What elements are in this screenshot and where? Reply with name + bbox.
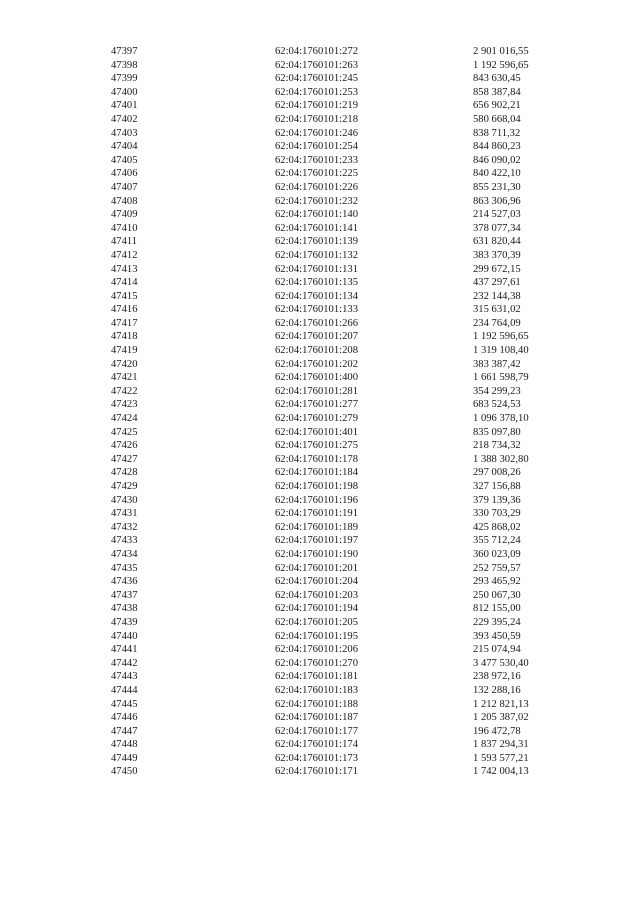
cadastral-number: 62:04:1760101:134 [275, 290, 358, 302]
row-number: 47442 [111, 657, 138, 669]
row-number: 47415 [111, 290, 138, 302]
cadastral-number: 62:04:1760101:207 [275, 331, 358, 343]
table-row [0, 45, 640, 59]
row-number: 47449 [111, 752, 138, 764]
cadastral-value: 1 212 821,13 [473, 698, 529, 710]
cadastral-number: 62:04:1760101:141 [275, 222, 358, 234]
cadastral-value: 843 630,45 [473, 73, 521, 85]
cadastral-value: 858 387,84 [473, 86, 521, 98]
cadastral-number: 62:04:1760101:131 [275, 263, 358, 275]
cadastral-number: 62:04:1760101:225 [275, 168, 358, 180]
row-number: 47420 [111, 358, 138, 370]
cadastral-value: 683 524,53 [473, 399, 521, 411]
table-row [0, 59, 640, 73]
table-row [0, 195, 640, 209]
cadastral-number: 62:04:1760101:190 [275, 548, 358, 560]
table-row [0, 235, 640, 249]
table-row [0, 507, 640, 521]
table-row [0, 154, 640, 168]
cadastral-number: 62:04:1760101:133 [275, 304, 358, 316]
table-row [0, 398, 640, 412]
cadastral-number: 62:04:1760101:132 [275, 249, 358, 261]
table-row [0, 426, 640, 440]
table-row [0, 453, 640, 467]
table-row [0, 698, 640, 712]
cadastral-value: 1 661 598,79 [473, 372, 529, 384]
row-number: 47407 [111, 181, 138, 193]
cadastral-number: 62:04:1760101:204 [275, 576, 358, 588]
row-number: 47424 [111, 413, 138, 425]
row-number: 47403 [111, 127, 138, 139]
cadastral-value: 132 288,16 [473, 684, 521, 696]
row-number: 47435 [111, 562, 138, 574]
row-number: 47433 [111, 535, 138, 547]
row-number: 47414 [111, 277, 138, 289]
cadastral-value: 355 712,24 [473, 535, 521, 547]
cadastral-value: 812 155,00 [473, 603, 521, 615]
row-number: 47411 [111, 236, 138, 248]
cadastral-value: 383 370,39 [473, 249, 521, 261]
table-row [0, 630, 640, 644]
row-number: 47410 [111, 222, 138, 234]
row-number: 47432 [111, 521, 138, 533]
cadastral-value: 297 008,26 [473, 467, 521, 479]
row-number: 47440 [111, 630, 138, 642]
cadastral-value: 360 023,09 [473, 548, 521, 560]
table-row [0, 616, 640, 630]
table-row [0, 140, 640, 154]
row-number: 47426 [111, 440, 138, 452]
row-number: 47402 [111, 113, 138, 125]
cadastral-number: 62:04:1760101:245 [275, 73, 358, 85]
cadastral-number: 62:04:1760101:208 [275, 345, 358, 357]
cadastral-value: 196 472,78 [473, 725, 521, 737]
row-number: 47400 [111, 86, 138, 98]
cadastral-number: 62:04:1760101:232 [275, 195, 358, 207]
table-row [0, 711, 640, 725]
cadastral-number: 62:04:1760101:219 [275, 100, 358, 112]
table-row [0, 765, 640, 779]
table-row [0, 752, 640, 766]
cadastral-value: 631 820,44 [473, 236, 521, 248]
cadastral-number: 62:04:1760101:266 [275, 317, 358, 329]
cadastral-number: 62:04:1760101:191 [275, 508, 358, 520]
cadastral-value: 2 901 016,55 [473, 46, 529, 57]
cadastral-value: 330 703,29 [473, 508, 521, 520]
table-row [0, 208, 640, 222]
cadastral-number: 62:04:1760101:189 [275, 521, 358, 533]
cadastral-number: 62:04:1760101:203 [275, 589, 358, 601]
cadastral-value: 1 096 378,10 [473, 413, 529, 425]
cadastral-number: 62:04:1760101:135 [275, 277, 358, 289]
cadastral-number: 62:04:1760101:272 [275, 46, 358, 57]
table-row [0, 521, 640, 535]
cadastral-number: 62:04:1760101:202 [275, 358, 358, 370]
table-row [0, 385, 640, 399]
cadastral-value: 437 297,61 [473, 277, 521, 289]
row-number: 47408 [111, 195, 138, 207]
table-row [0, 167, 640, 181]
table-row [0, 276, 640, 290]
row-number: 47445 [111, 698, 138, 710]
row-number: 47450 [111, 766, 138, 778]
row-number: 47429 [111, 481, 138, 492]
cadastral-value: 3 477 530,40 [473, 657, 529, 669]
cadastral-value: 1 742 004,13 [473, 766, 529, 778]
table-row [0, 99, 640, 113]
table-row [0, 534, 640, 548]
cadastral-number: 62:04:1760101:206 [275, 644, 358, 656]
cadastral-number: 62:04:1760101:174 [275, 739, 358, 751]
cadastral-value: 234 764,09 [473, 317, 521, 329]
cadastral-number: 62:04:1760101:198 [275, 481, 358, 492]
row-number: 47418 [111, 331, 138, 343]
table-row [0, 602, 640, 616]
table-row [0, 480, 640, 494]
cadastral-value: 315 631,02 [473, 304, 521, 316]
cadastral-value: 354 299,23 [473, 385, 521, 397]
cadastral-value: 1 205 387,02 [473, 712, 529, 724]
cadastral-number: 62:04:1760101:171 [275, 766, 358, 778]
cadastral-number: 62:04:1760101:139 [275, 236, 358, 248]
row-number: 47412 [111, 249, 138, 261]
cadastral-number: 62:04:1760101:178 [275, 453, 358, 465]
cadastral-number: 62:04:1760101:226 [275, 181, 358, 193]
row-number: 47428 [111, 467, 138, 479]
row-number: 47397 [111, 46, 138, 57]
table-row [0, 684, 640, 698]
row-number: 47443 [111, 671, 138, 683]
table-row [0, 344, 640, 358]
cadastral-number: 62:04:1760101:173 [275, 752, 358, 764]
cadastral-value: 425 868,02 [473, 521, 521, 533]
cadastral-number: 62:04:1760101:183 [275, 684, 358, 696]
cadastral-number: 62:04:1760101:177 [275, 725, 358, 737]
cadastral-value: 327 156,88 [473, 481, 521, 492]
row-number: 47425 [111, 426, 138, 438]
table-row [0, 494, 640, 508]
row-number: 47427 [111, 453, 138, 465]
cadastral-value: 840 422,10 [473, 168, 521, 180]
cadastral-number: 62:04:1760101:184 [275, 467, 358, 479]
row-number: 47416 [111, 304, 138, 316]
table-row [0, 589, 640, 603]
row-number: 47421 [111, 372, 138, 384]
cadastral-number: 62:04:1760101:277 [275, 399, 358, 411]
cadastral-number: 62:04:1760101:196 [275, 494, 358, 506]
cadastral-value: 252 759,57 [473, 562, 521, 574]
cadastral-value: 214 527,03 [473, 209, 521, 221]
cadastral-value: 379 139,36 [473, 494, 521, 506]
row-number: 47434 [111, 548, 138, 560]
cadastral-value: 1 192 596,65 [473, 59, 529, 71]
row-number: 47437 [111, 589, 138, 601]
table-row [0, 575, 640, 589]
table-row [0, 330, 640, 344]
row-number: 47444 [111, 684, 138, 696]
cadastral-value: 378 077,34 [473, 222, 521, 234]
row-number: 47430 [111, 494, 138, 506]
table-row [0, 72, 640, 86]
row-number: 47409 [111, 209, 138, 221]
cadastral-value: 1 837 294,31 [473, 739, 529, 751]
row-number: 47431 [111, 508, 138, 520]
cadastral-value: 1 192 596,65 [473, 331, 529, 343]
row-number: 47404 [111, 141, 138, 153]
table-row [0, 725, 640, 739]
row-number: 47413 [111, 263, 138, 275]
row-number: 47448 [111, 739, 138, 751]
cadastral-number: 62:04:1760101:281 [275, 385, 358, 397]
cadastral-value: 838 711,32 [473, 127, 521, 139]
table-row [0, 412, 640, 426]
table-row [0, 249, 640, 263]
table-row [0, 643, 640, 657]
row-number: 47406 [111, 168, 138, 180]
table-row [0, 317, 640, 331]
cadastral-number: 62:04:1760101:187 [275, 712, 358, 724]
cadastral-value: 250 067,30 [473, 589, 521, 601]
row-number: 47399 [111, 73, 138, 85]
cadastral-value: 293 465,92 [473, 576, 521, 588]
table-row [0, 127, 640, 141]
table-row [0, 222, 640, 236]
cadastral-number: 62:04:1760101:246 [275, 127, 358, 139]
cadastral-number: 62:04:1760101:181 [275, 671, 358, 683]
table-row [0, 562, 640, 576]
cadastral-number: 62:04:1760101:263 [275, 59, 358, 71]
cadastral-number: 62:04:1760101:194 [275, 603, 358, 615]
row-number: 47398 [111, 59, 138, 71]
row-number: 47419 [111, 345, 138, 357]
cadastral-number: 62:04:1760101:401 [275, 426, 358, 438]
table-row [0, 439, 640, 453]
table-row [0, 263, 640, 277]
cadastral-value: 1 593 577,21 [473, 752, 529, 764]
cadastral-value: 1 388 302,80 [473, 453, 529, 465]
row-number: 47441 [111, 644, 138, 656]
cadastral-value: 1 319 108,40 [473, 345, 529, 357]
cadastral-value: 835 097,80 [473, 426, 521, 438]
table-row [0, 738, 640, 752]
table-row [0, 181, 640, 195]
cadastral-number: 62:04:1760101:195 [275, 630, 358, 642]
cadastral-value: 580 668,04 [473, 113, 521, 125]
cadastral-number: 62:04:1760101:233 [275, 154, 358, 166]
cadastral-number: 62:04:1760101:201 [275, 562, 358, 574]
row-number: 47439 [111, 616, 138, 628]
table-row [0, 303, 640, 317]
row-number: 47447 [111, 725, 138, 737]
cadastral-number: 62:04:1760101:275 [275, 440, 358, 452]
row-number: 47417 [111, 317, 138, 329]
cadastral-value: 238 972,16 [473, 671, 521, 683]
row-number: 47436 [111, 576, 138, 588]
row-number: 47438 [111, 603, 138, 615]
cadastral-number: 62:04:1760101:218 [275, 113, 358, 125]
table-row [0, 113, 640, 127]
cadastral-value: 393 450,59 [473, 630, 521, 642]
cadastral-number: 62:04:1760101:253 [275, 86, 358, 98]
cadastral-number: 62:04:1760101:188 [275, 698, 358, 710]
cadastral-number: 62:04:1760101:197 [275, 535, 358, 547]
table-row [0, 670, 640, 684]
table-row [0, 548, 640, 562]
cadastral-number: 62:04:1760101:205 [275, 616, 358, 628]
row-number: 47405 [111, 154, 138, 166]
cadastral-number: 62:04:1760101:270 [275, 657, 358, 669]
cadastral-value: 855 231,30 [473, 181, 521, 193]
table-row [0, 657, 640, 671]
row-number: 47423 [111, 399, 138, 411]
table-row [0, 358, 640, 372]
cadastral-value: 846 090,02 [473, 154, 521, 166]
cadastral-value: 232 144,38 [473, 290, 521, 302]
cadastral-value: 218 734,32 [473, 440, 521, 452]
table-row [0, 86, 640, 100]
cadastral-value: 229 395,24 [473, 616, 521, 628]
cadastral-value: 656 902,21 [473, 100, 521, 112]
table-row [0, 290, 640, 304]
cadastral-value: 215 074,94 [473, 644, 521, 656]
table-row [0, 466, 640, 480]
cadastral-value: 844 860,23 [473, 141, 521, 153]
cadastral-value-table [0, 45, 640, 779]
table-row [0, 371, 640, 385]
cadastral-value: 383 387,42 [473, 358, 521, 370]
cadastral-number: 62:04:1760101:279 [275, 413, 358, 425]
row-number: 47422 [111, 385, 138, 397]
cadastral-value: 299 672,15 [473, 263, 521, 275]
row-number: 47401 [111, 100, 138, 112]
cadastral-number: 62:04:1760101:140 [275, 209, 358, 221]
cadastral-number: 62:04:1760101:400 [275, 372, 358, 384]
row-number: 47446 [111, 712, 138, 724]
cadastral-value: 863 306,96 [473, 195, 521, 207]
cadastral-number: 62:04:1760101:254 [275, 141, 358, 153]
